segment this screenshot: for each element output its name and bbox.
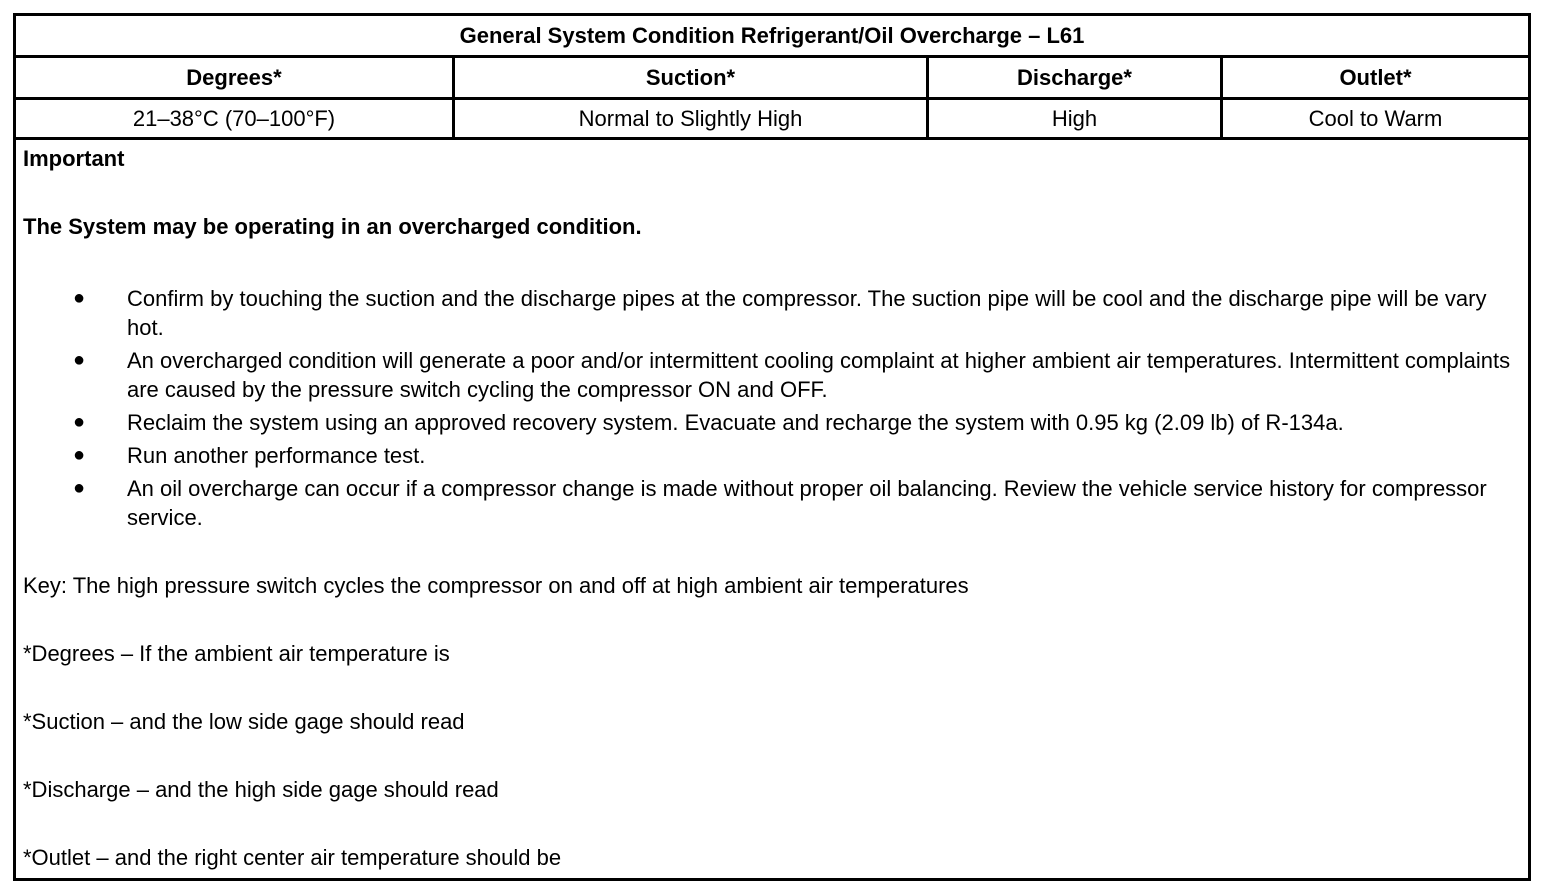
header-outlet: Outlet* <box>1339 64 1412 90</box>
footnote-discharge: *Discharge – and the high side gage should read <box>23 777 499 802</box>
bullet-text: Run another performance test. <box>127 443 426 468</box>
bullet-icon: ● <box>73 444 86 466</box>
table-title-text: General System Condition Refrigerant/Oil Overcharge – L61 <box>459 22 1085 48</box>
key-text: Key: The high pressure switch cycles the compressor on and off at high ambient air temperatures <box>23 573 969 598</box>
footnote-outlet: *Outlet – and the right center air temperature should be <box>23 845 562 870</box>
value-degrees: 21–38°C (70–100°F) <box>132 105 336 131</box>
header-suction: Suction* <box>645 64 736 90</box>
bullet-icon: ● <box>73 349 86 371</box>
bullet-icon: ● <box>73 411 86 433</box>
header-degrees: Degrees* <box>186 64 282 90</box>
bullet-text: An overcharged condition will generate a poor and/or intermittent cooling complaint at higher ambient air temperatures. Intermittent complaints are caused by the pressure switch cycling the compressor ON and OFF. <box>127 348 1511 402</box>
table-title <box>16 16 1528 58</box>
bullet-icon: ● <box>73 477 86 499</box>
footnote-suction: *Suction – and the low side gage should read <box>23 709 465 734</box>
bullet-text: Reclaim the system using an approved recovery system. Evacuate and recharge the system with 0.95 kg (2.09 lb) of R-134a. <box>127 410 1344 435</box>
document-table <box>13 13 1531 881</box>
header-discharge: Discharge* <box>1017 64 1132 90</box>
bullet-icon: ● <box>73 287 86 309</box>
value-outlet: Cool to Warm <box>1308 105 1443 131</box>
divider-values-bottom <box>16 137 1528 140</box>
important-label: Important <box>23 146 125 171</box>
bullet-text: An oil overcharge can occur if a compressor change is made without proper oil balancing. Review the vehicle service history for compressor service. <box>127 476 1487 530</box>
value-discharge: High <box>1051 105 1098 131</box>
bullet-text: Confirm by touching the suction and the discharge pipes at the compressor. The suction pipe will be cool and the discharge pipe will be vary hot. <box>127 286 1487 340</box>
footnote-degrees: *Degrees – If the ambient air temperature is <box>23 641 450 666</box>
warning-text: The System may be operating in an overcharged condition. <box>23 214 642 239</box>
value-suction: Normal to Slightly High <box>578 105 803 131</box>
